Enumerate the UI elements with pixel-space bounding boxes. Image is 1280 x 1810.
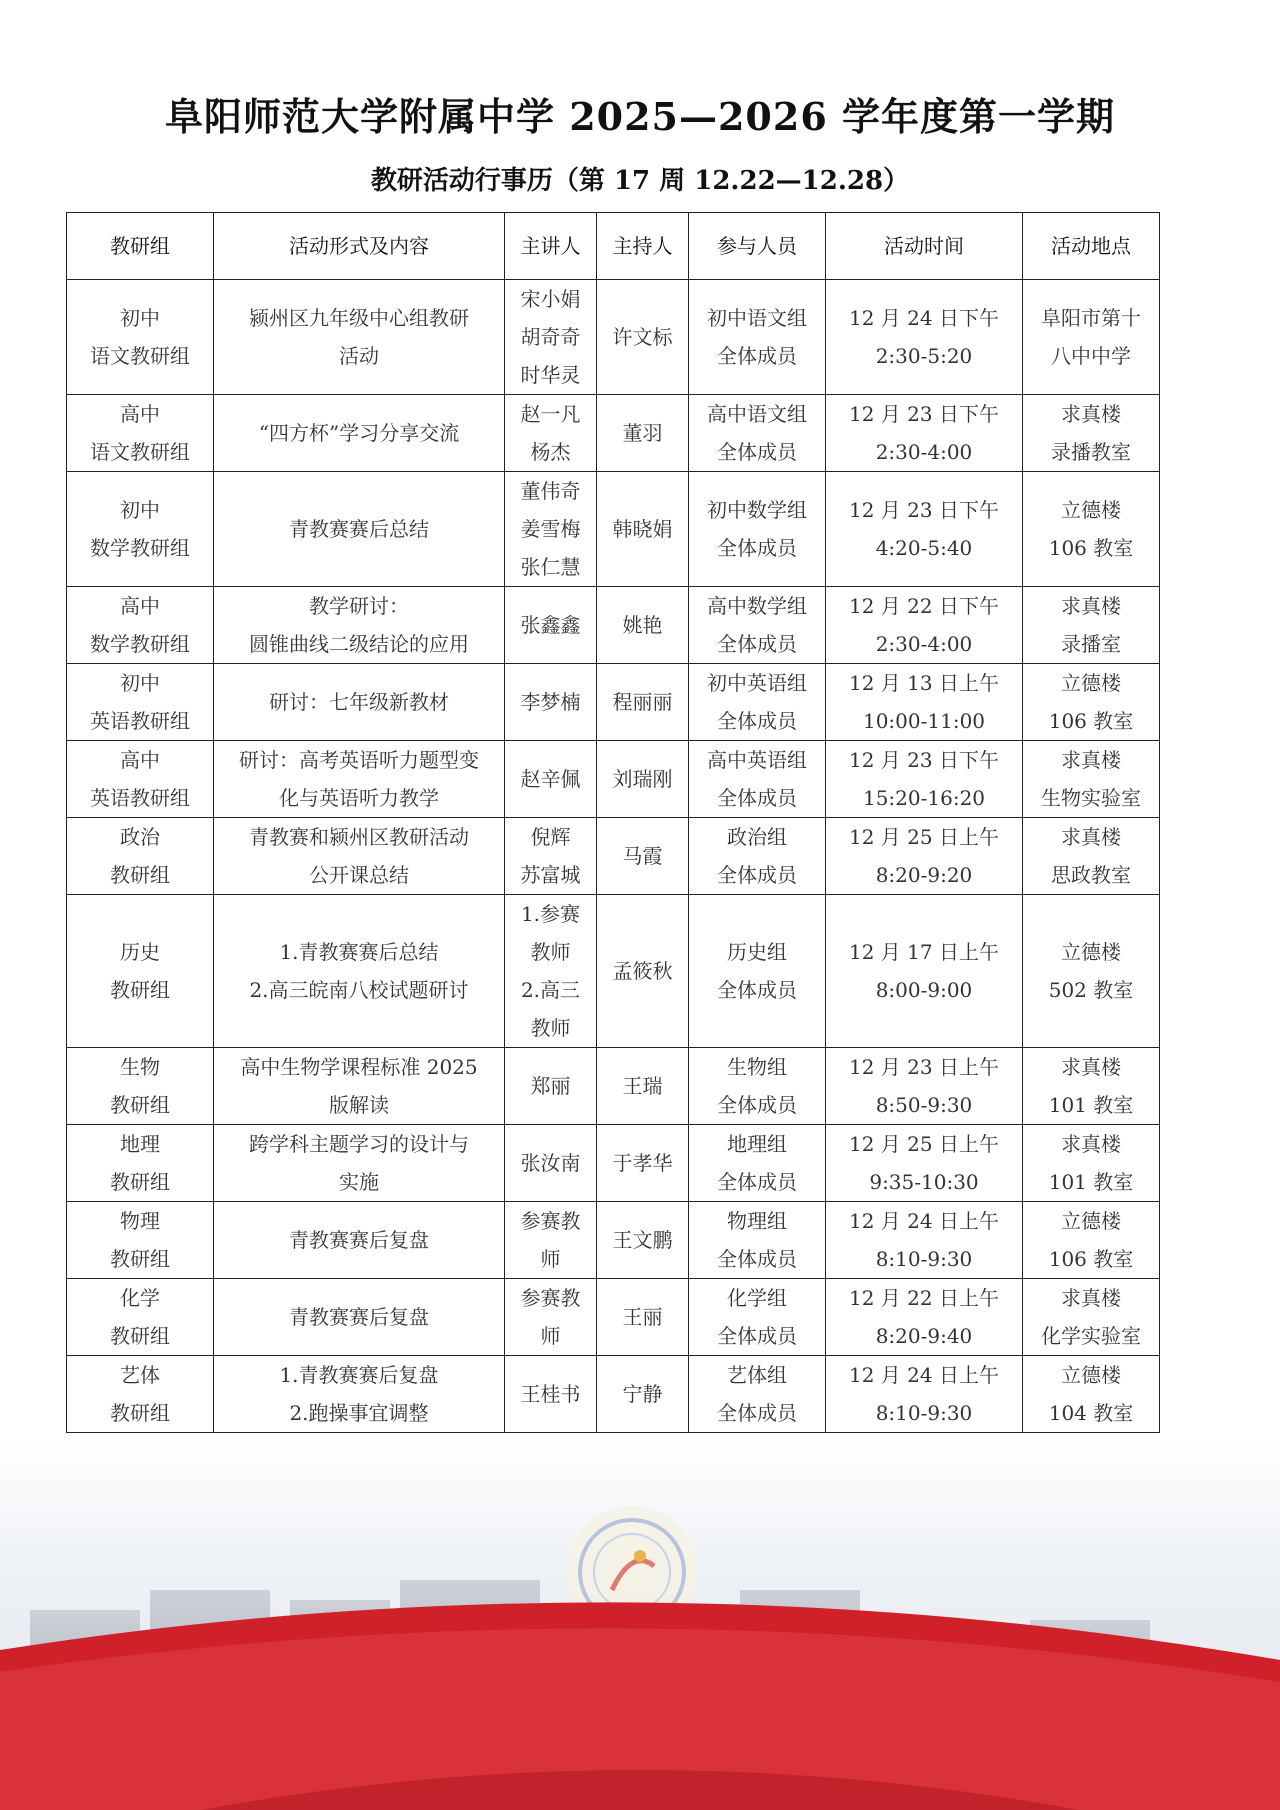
cell-group: 历史 教研组 <box>67 895 214 1048</box>
cell-place: 求真楼 录播室 <box>1023 587 1160 664</box>
cell-place: 立德楼 106 教室 <box>1023 472 1160 587</box>
cell-speaker: 赵一凡 杨杰 <box>505 395 597 472</box>
cell-place: 立德楼 106 教室 <box>1023 664 1160 741</box>
cell-participants: 初中语文组 全体成员 <box>689 280 826 395</box>
cell-place: 求真楼 101 教室 <box>1023 1125 1160 1202</box>
cell-place: 求真楼 录播教室 <box>1023 395 1160 472</box>
cell-time: 12 月 22 日上午 8:20-9:40 <box>826 1279 1023 1356</box>
cell-time: 12 月 24 日下午 2:30-5:20 <box>826 280 1023 395</box>
cell-time: 12 月 25 日上午 9:35-10:30 <box>826 1125 1023 1202</box>
cell-speaker: 张汝南 <box>505 1125 597 1202</box>
cell-host: 马霞 <box>597 818 689 895</box>
cell-host: 董羽 <box>597 395 689 472</box>
cell-group: 初中 英语教研组 <box>67 664 214 741</box>
cell-time: 12 月 24 日上午 8:10-9:30 <box>826 1356 1023 1433</box>
schedule-table <box>66 212 1160 1433</box>
cell-time: 12 月 17 日上午 8:00-9:00 <box>826 895 1023 1048</box>
table-row <box>67 741 1160 818</box>
cell-speaker: 王桂书 <box>505 1356 597 1433</box>
cell-host: 韩晓娟 <box>597 472 689 587</box>
column-header-content: 活动形式及内容 <box>214 213 505 280</box>
cell-participants: 高中语文组 全体成员 <box>689 395 826 472</box>
cell-group: 初中 数学教研组 <box>67 472 214 587</box>
cell-speaker: 郑丽 <box>505 1048 597 1125</box>
cell-place: 立德楼 502 教室 <box>1023 895 1160 1048</box>
cell-content: 青教赛赛后复盘 <box>214 1202 505 1279</box>
cell-place: 求真楼 101 教室 <box>1023 1048 1160 1125</box>
cell-group: 化学 教研组 <box>67 1279 214 1356</box>
column-header-host: 主持人 <box>597 213 689 280</box>
table-header-row <box>67 213 1160 280</box>
cell-participants: 物理组 全体成员 <box>689 1202 826 1279</box>
table-row <box>67 1279 1160 1356</box>
table-body <box>67 280 1160 1433</box>
cell-group: 生物 教研组 <box>67 1048 214 1125</box>
column-header-time: 活动时间 <box>826 213 1023 280</box>
cell-content: 研讨：高考英语听力题型变 化与英语听力教学 <box>214 741 505 818</box>
cell-participants: 高中数学组 全体成员 <box>689 587 826 664</box>
table-row <box>67 472 1160 587</box>
table-row <box>67 895 1160 1048</box>
cell-content: 研讨：七年级新教材 <box>214 664 505 741</box>
cell-speaker: 李梦楠 <box>505 664 597 741</box>
table-row <box>67 1048 1160 1125</box>
cell-content: 1.青教赛赛后总结 2.高三皖南八校试题研讨 <box>214 895 505 1048</box>
cell-host: 王文鹏 <box>597 1202 689 1279</box>
cell-content: 教学研讨： 圆锥曲线二级结论的应用 <box>214 587 505 664</box>
cell-host: 于孝华 <box>597 1125 689 1202</box>
cell-time: 12 月 25 日上午 8:20-9:20 <box>826 818 1023 895</box>
cell-participants: 历史组 全体成员 <box>689 895 826 1048</box>
campus-banner-background <box>0 1440 1280 1810</box>
cell-time: 12 月 23 日下午 2:30-4:00 <box>826 395 1023 472</box>
cell-group: 物理 教研组 <box>67 1202 214 1279</box>
cell-host: 程丽丽 <box>597 664 689 741</box>
cell-speaker: 1.参赛 教师 2.高三 教师 <box>505 895 597 1048</box>
cell-content: 青教赛和颍州区教研活动 公开课总结 <box>214 818 505 895</box>
cell-time: 12 月 24 日上午 8:10-9:30 <box>826 1202 1023 1279</box>
cell-participants: 政治组 全体成员 <box>689 818 826 895</box>
cell-participants: 艺体组 全体成员 <box>689 1356 826 1433</box>
cell-participants: 初中英语组 全体成员 <box>689 664 826 741</box>
cell-host: 姚艳 <box>597 587 689 664</box>
table-row <box>67 664 1160 741</box>
table-row <box>67 818 1160 895</box>
cell-host: 宁静 <box>597 1356 689 1433</box>
cell-content: 颍州区九年级中心组教研 活动 <box>214 280 505 395</box>
cell-time: 12 月 13 日上午 10:00-11:00 <box>826 664 1023 741</box>
cell-host: 王丽 <box>597 1279 689 1356</box>
cell-speaker: 倪辉 苏富城 <box>505 818 597 895</box>
cell-content: 跨学科主题学习的设计与 实施 <box>214 1125 505 1202</box>
cell-group: 高中 语文教研组 <box>67 395 214 472</box>
column-header-place: 活动地点 <box>1023 213 1160 280</box>
cell-speaker: 张鑫鑫 <box>505 587 597 664</box>
cell-group: 初中 语文教研组 <box>67 280 214 395</box>
cell-place: 求真楼 化学实验室 <box>1023 1279 1160 1356</box>
cell-participants: 高中英语组 全体成员 <box>689 741 826 818</box>
cell-group: 政治 教研组 <box>67 818 214 895</box>
cell-participants: 初中数学组 全体成员 <box>689 472 826 587</box>
cell-host: 孟筱秋 <box>597 895 689 1048</box>
cell-participants: 地理组 全体成员 <box>689 1125 826 1202</box>
cell-content: 青教赛赛后总结 <box>214 472 505 587</box>
cell-content: 1.青教赛赛后复盘 2.跑操事宜调整 <box>214 1356 505 1433</box>
table-row <box>67 587 1160 664</box>
cell-speaker: 董伟奇 姜雪梅 张仁慧 <box>505 472 597 587</box>
cell-place: 阜阳市第十 八中中学 <box>1023 280 1160 395</box>
cell-speaker: 参赛教 师 <box>505 1279 597 1356</box>
table-row <box>67 280 1160 395</box>
cell-group: 艺体 教研组 <box>67 1356 214 1433</box>
cell-host: 许文标 <box>597 280 689 395</box>
cell-speaker: 参赛教 师 <box>505 1202 597 1279</box>
table-row <box>67 1125 1160 1202</box>
cell-place: 立德楼 104 教室 <box>1023 1356 1160 1433</box>
column-header-speaker: 主讲人 <box>505 213 597 280</box>
page-subtitle: 教研活动行事历（第 17 周 12.22—12.28） <box>370 166 910 196</box>
cell-participants: 化学组 全体成员 <box>689 1279 826 1356</box>
cell-content: 高中生物学课程标准 2025 版解读 <box>214 1048 505 1125</box>
cell-participants: 生物组 全体成员 <box>689 1048 826 1125</box>
page-title: 阜阳师范大学附属中学 2025—2026 学年度第一学期 <box>165 94 1115 139</box>
cell-time: 12 月 23 日上午 8:50-9:30 <box>826 1048 1023 1125</box>
cell-time: 12 月 23 日下午 4:20-5:40 <box>826 472 1023 587</box>
column-header-participants: 参与人员 <box>689 213 826 280</box>
table-row <box>67 1202 1160 1279</box>
cell-place: 求真楼 思政教室 <box>1023 818 1160 895</box>
cell-host: 王瑞 <box>597 1048 689 1125</box>
cell-speaker: 宋小娟 胡奇奇 时华灵 <box>505 280 597 395</box>
cell-content: 青教赛赛后复盘 <box>214 1279 505 1356</box>
cell-content: “四方杯”学习分享交流 <box>214 395 505 472</box>
table-row <box>67 395 1160 472</box>
cell-time: 12 月 22 日下午 2:30-4:00 <box>826 587 1023 664</box>
cell-place: 立德楼 106 教室 <box>1023 1202 1160 1279</box>
table-row <box>67 1356 1160 1433</box>
column-header-group: 教研组 <box>67 213 214 280</box>
cell-place: 求真楼 生物实验室 <box>1023 741 1160 818</box>
cell-group: 高中 数学教研组 <box>67 587 214 664</box>
cell-host: 刘瑞刚 <box>597 741 689 818</box>
cell-speaker: 赵辛佩 <box>505 741 597 818</box>
cell-group: 地理 教研组 <box>67 1125 214 1202</box>
cell-time: 12 月 23 日下午 15:20-16:20 <box>826 741 1023 818</box>
cell-group: 高中 英语教研组 <box>67 741 214 818</box>
